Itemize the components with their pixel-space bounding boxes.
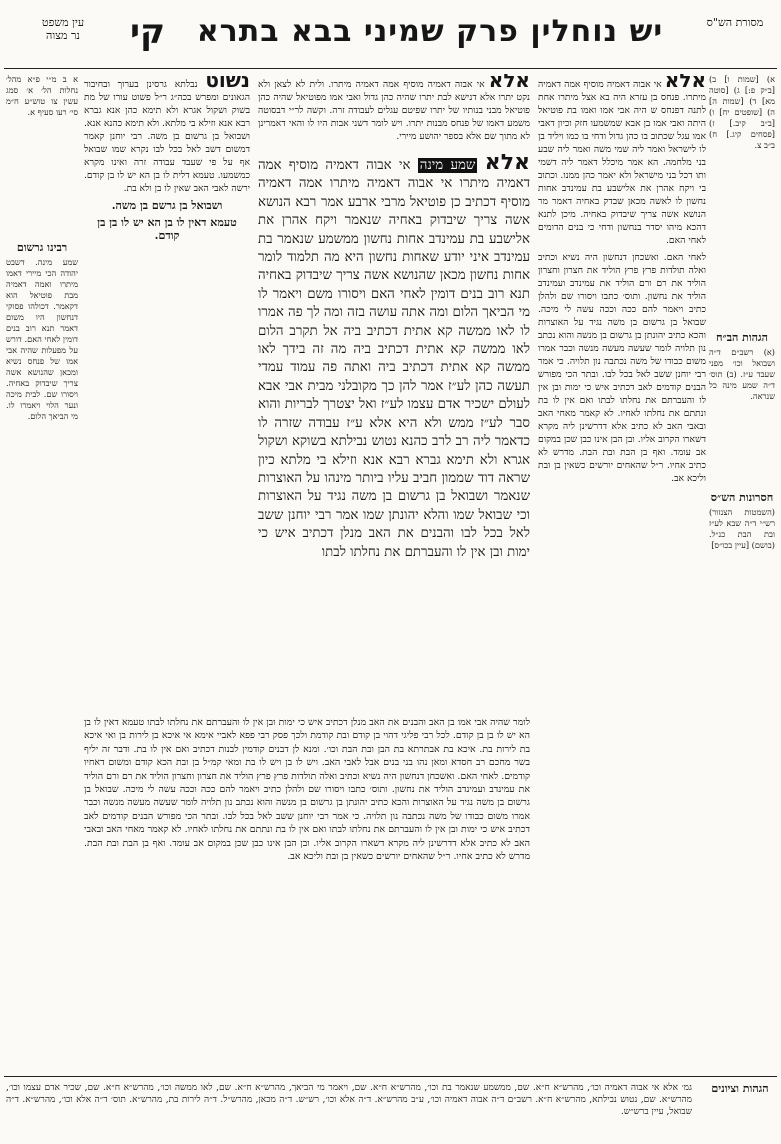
chesronot-text: (השמטות הצנזור) רש״י ד״ה שבא לע״ז ובת הבת כנ״ל. (בושם) [עיין בכו״ס] — [709, 507, 775, 550]
gemara-lead: אלא — [484, 154, 530, 175]
rabbenu-gershom — [6, 240, 78, 600]
ein-mishpat-notes: א ב מ״י פ״א מהל׳ נחלות הל׳ א׳ סמג עשין צו טוש״ע ח״מ סי׳ רעו סעיף א. — [6, 74, 78, 117]
footer-text: גמ׳ אלא אי אבוה דאמיה וכו׳, מהרש״א ח״א. שם, ממשמע שנאמר בת וכו׳, מהרש״א ח״א. שם, ויאמר מי הביאך, מהרש״א ח״א. שם, לאו ממשה וכו׳, מהרש״א ח״א. שם, שכיר אדם עצמו וכו׳, מהרש״א. שם, נטוש נבילתא, מהרש״א ח״א. רשב״ם ד״ה אבוה דאמיה וכו׳, ע״ב מהרש״א. ד״ה אלא וכו׳, רש״ש. ד״ה מכאן, מהרש״ל. ד״ה לירות בת, מהרש״א. תוס׳ ד״ה אלא וכו׳, מהרש״א. ד״ה שבואל, עיין ברש״ש. — [6, 1083, 692, 1117]
tosafot-opening: אלא — [488, 74, 530, 92]
tosafot-top — [258, 74, 530, 150]
ein-mishpat-title: עין משפט נר מצוה — [41, 16, 85, 42]
bottom-commentary-text: לומר שהיה אבי אמו בן האב והבנים את האב מנלן דכתיב איש כי ימות ובן אין לו והעברתם את נחלתו לבתו טעמא דאין לו בן הא יש לו בן בן קודם. לכל רבי פליגי דהוי בן קודם ובת קודמת ולכך פסק רבי פפא לאביי אימא אי איכא בן לירות בן ואי איכא בת לירות בת. איכא בת אבתרתא בת הבן ובת הבת וכו׳. ומנא לן דבנים קודמין לבנות דכתיב ואם אין לו בת. ודבר זה יליף בשר מחכם רב חסדא ומאן נהו בני בנים אבל לאבי האב. ויש לו בן ויש לו בת ומאי קמ״ל בן ובת הכא קודם ומשום דאחיו קודמים. — [84, 717, 530, 782]
tosafot-text: אי אבוה דאמיה מוסיף אמה דאמיה מיתרו. ולית לא לצאן ולא נקט יתרו אלא דנישא לבת יתרו שהיה כהן גדול ואבי אמו מפוטיאל שהיה כהן פוטיאל מבני בנותיו של יתרו שפיטם עגלים לעבודה זרה. וקשה לר״י דבסוטה משמע דאמו של פנחס מבנות יתרו. ויש לומר דשני אבות היו לו והאי דאמרינן לא מתוך שם אלא בספר יהושע מיירי. — [258, 79, 530, 142]
middle-commentary-repeat: לאחי האם. ואשכחן דנחשון היה נשיא וכתיב ואלה תולדות פרץ פרץ הוליד את חצרון וחצרון הוליד את רם ורם הוליד את עמינדב ועמינדב הוליד את נחשון. ותוס׳ כתבו ויסורו שם ולהלן כתיב ויאמר להם ככה וככה עשה לי מיכה. שבואל בן גרשום בן משה נגיד על האוצרות והכא כתיב יהונתן בן גרשום בן מנשה והוא נכתב נון תלויה לומר שעשה מעשה מנשה וכבר אמרו משום כבודו של משה נכתבה נון תלויה. כי אמר רבי יוחנן ששב לאל בכל לבו. ובתר הכי מפורש הבנים קודמים לאב דכתיב איש כי ימות ובן אין לו והעברתם את נחלתו לבתו ואם אין לו בת ונתתם את נחלתו לאחיו. לא קאמר מאחי האב ובאבי האב לא כתיב אלא דדרשינן ליה מקרא דשארו הקרוב אליו. ובן הבן אינו כבן שכן במקום אב עומד. ואף בן הבת ובת הבת. מדרש לא כתיב אחיו. ר״ל שהאחים יורשים כשאין בן ובת וליכא אב. — [84, 770, 530, 863]
left-text: נבלתא גרסינן בערוך ובחיבור הגאונים ומפרש בכה״ג ר״ל פשוט עורו של מת בשוק ושקול אגרא ולא תימא כהן אנא גברא רבא אנא וזילא בי מלתא. ולא תימא כהנא אנא. ושבואל בן גרשום בן משה. רבי יוחנן קאמר דמשום דשב לאל בכל לבו נקרא שמו שבואל אף על פי שעבד עבודה זרה ואינו מקרא כמשמעו. טעמא דלית לו בן הא יש לו בן קודם. ירשה לאבי האב שאין לו בן ולא בת. — [84, 79, 250, 194]
rashbam-opening: אלא — [664, 74, 706, 92]
middle-commentary-text: לאחי האם. ואשכחן דנחשון היה נשיא וכתיב ואלה תולדות פרץ פרץ הוליד את חצרון וחצרון הוליד את רם ורם הוליד את עמינדב ועמינדב הוליד את נחשון. ותוס׳ כתבו ויסורו שם ולהלן כתיב ויאמר להם ככה וככה עשה לי מיכה. שבואל בן גרשום בן משה נגיד על האוצרות והכא כתיב יהונתן בן גרשום בן מנשה והוא נכתב נון תלויה לומר שעשה מעשה מנשה וכבר אמרו משום כבודו של משה נכתבה נון תלויה. כי אמר רבי יוחנן ששב לאל בכל לבו. ובתר הכי מפורש הבנים קודמים לאב דכתיב איש כי ימות ובן אין לו והעברתם את נחלתו לבתו ואם אין לו בת ונתתם את נחלתו לאחיו. לא קאמר מאחי האב ובאבי האב לא כתיב אלא דדרשינן ליה מקרא דשארו הקרוב אליו. ובן הבן אינו כבן שכן במקום אב עומד. ואף בן הבת ובת הבת. מדרש לא כתיב אחיו. ר״ל שהאחים יורשים כשאין בן ובת וליכא אב. — [538, 252, 706, 484]
page-header — [0, 10, 781, 66]
left-commentary — [84, 74, 250, 714]
hagahot-text: (א) רשב״ם ד״ה ושבואל וכו׳ מפני שעבד ע״ז. (ב) תוס׳ ד״ה שמע מינה כל שנראה. — [709, 347, 775, 401]
left-lead: נשוט — [205, 74, 250, 92]
left-tail-lead: טעמא דאין לו בן הא יש לו בן בן קודם. — [97, 216, 237, 242]
page-title: יש נוחלין פרק שמיני בבא בתרא — [196, 14, 664, 49]
daf-number: קי — [130, 12, 166, 52]
chesronot-hashas — [709, 490, 775, 610]
hagahot-habach — [709, 330, 775, 480]
bottom-commentary — [84, 716, 530, 1072]
footer-rule — [4, 1076, 777, 1077]
rashbam-text: אי אבוה דאמיה מוסיף אמה דאמיה מיתרו. פנחס בן עזרא היה בא אצל מיתרו אחת לתנה דפנחס ש היה אבי אמו ואמו בת פוטיאל היתה ואבי אמו בן אבא שמשמעו חזק וכיון דאבי אמו עגל שכתוב בו כהן גדול ודחי בו כמו ויליד בן לו לישראל ואמר ליה שמי משה ואמר ליה שבע בני מלחמה. הא אמר מיכלל דאמר ליה דשמי ותו דכל בני מישראל ולא יאמר כהן ממנו. וכתוב בי ויקח אהרן את אלישבע בת עמינדב אחות נחשון לו לאשה מכאן שבדק באחיה דאמר מר הנושא אשה צריך שיבדוק באחיה. מיכן לתנא דהכא מיהו יסדר בנחשון ודחי כי בנים הדומים לאחי האם. — [538, 79, 706, 246]
chesronot-label: חסרונות הש״ס — [710, 491, 774, 504]
gemara-text — [258, 154, 530, 700]
header-rule — [4, 68, 777, 69]
gemara-body: אי אבוה דאמיה מוסיף אמה דאמיה מיתרו אי אבוה דאמיה מיתרו אמה דאמיה מוסיף דכתיב כן פוטיאל מרבי ארבע אמר רבא הנושא אשה צריך שיבדוק באחיה שנאמר ויקח אהרן את אלישבע בת עמינדב אחות נחשון ממשמע שנאמר בת עמינדב איני יודע שאחות נחשון היא מה תלמוד לומר אחות נחשון מכאן שהנושא אשה צריך שיבדוק באחיה תנא רוב בנים דומין לאחי האם ויסורו משם ויאמר לו מי הביאך הלום ומה אתה עושה בזה ומה לך פה אמרו לו לאו ממשה קא אתית דכתיב ביה אל תקרב הלום לאו ממשה קא אתית דכתיב ביה מה זה בידך לאו ממשה קא אתית דכתיב ביה ואתה פה עמוד עמדי תעשה כהן לע״ז אמר להן כך מקובלני מבית אבי אבא לעולם ישכיר אדם עצמו לע״ז ואל יצטרך לבריות והוא סבר לע״ז ממש ולא היא אלא ע״ז עבודה שזרה לו כדאמר ליה רב לרב כהנא נטוש נבילתא בשוקא ושקול אגרא ולא תימא גברא רבא אנא וזילא בי מלתא כיון שראה דוד שממון חביב עליו ביותר מינהו על האוצרות שנאמר ושבואל בן גרשום בן משה נגיד על האוצרות וכי שבואל שמו והלא יהונתן שמו אמר רבי יוחנן ששב לאל בכל לבו והבנים את האב מנלן דכתיב איש כי ימות ובן אין לו והעברתם את נחלתו לבתו — [258, 158, 530, 560]
hagahot-label: הגהות הב״ח — [716, 331, 768, 344]
rashbam-commentary — [538, 74, 706, 1074]
masoret-notes: א) [שמות ו] ב) [ב״ק פ:] ג) [סוטה מא] ד) [שמות ה] ה) [שופטים יח] ו) [ב״ב קיב.] ז) [פסחים קיג.] ח) ב״ב צ. — [709, 74, 775, 150]
footer-label: הגהות וציונים — [711, 1082, 769, 1095]
masoret-title: מסורת הש"ס — [706, 16, 764, 29]
rabbenu-gershom-label: רבינו גרשום — [16, 241, 68, 254]
left-sub-lead: ושבואל בן גרשם בן משה. — [111, 199, 223, 212]
gemara-highlight: שמע מינה — [419, 158, 476, 173]
rabbenu-gershom-text: שמע מינה. דשבט יהודה הכי מיירי דאמו מיתרו ואמה דאמיה מבת פוטיאל הוא דקאמר. דכולהו פסוקי דנחשון היו משום דאמר תנא רוב בנים דומין לאחי האם. דורש על מפעלות שהיה אבי אמו של פנחס נשיא ומכאן שהנושא אשה צריך שיבדוק באחיה. ויסורו שם. לבית מיכה ונער הלוי ויאמרו לו. מי הביאך הלום. — [6, 257, 78, 421]
